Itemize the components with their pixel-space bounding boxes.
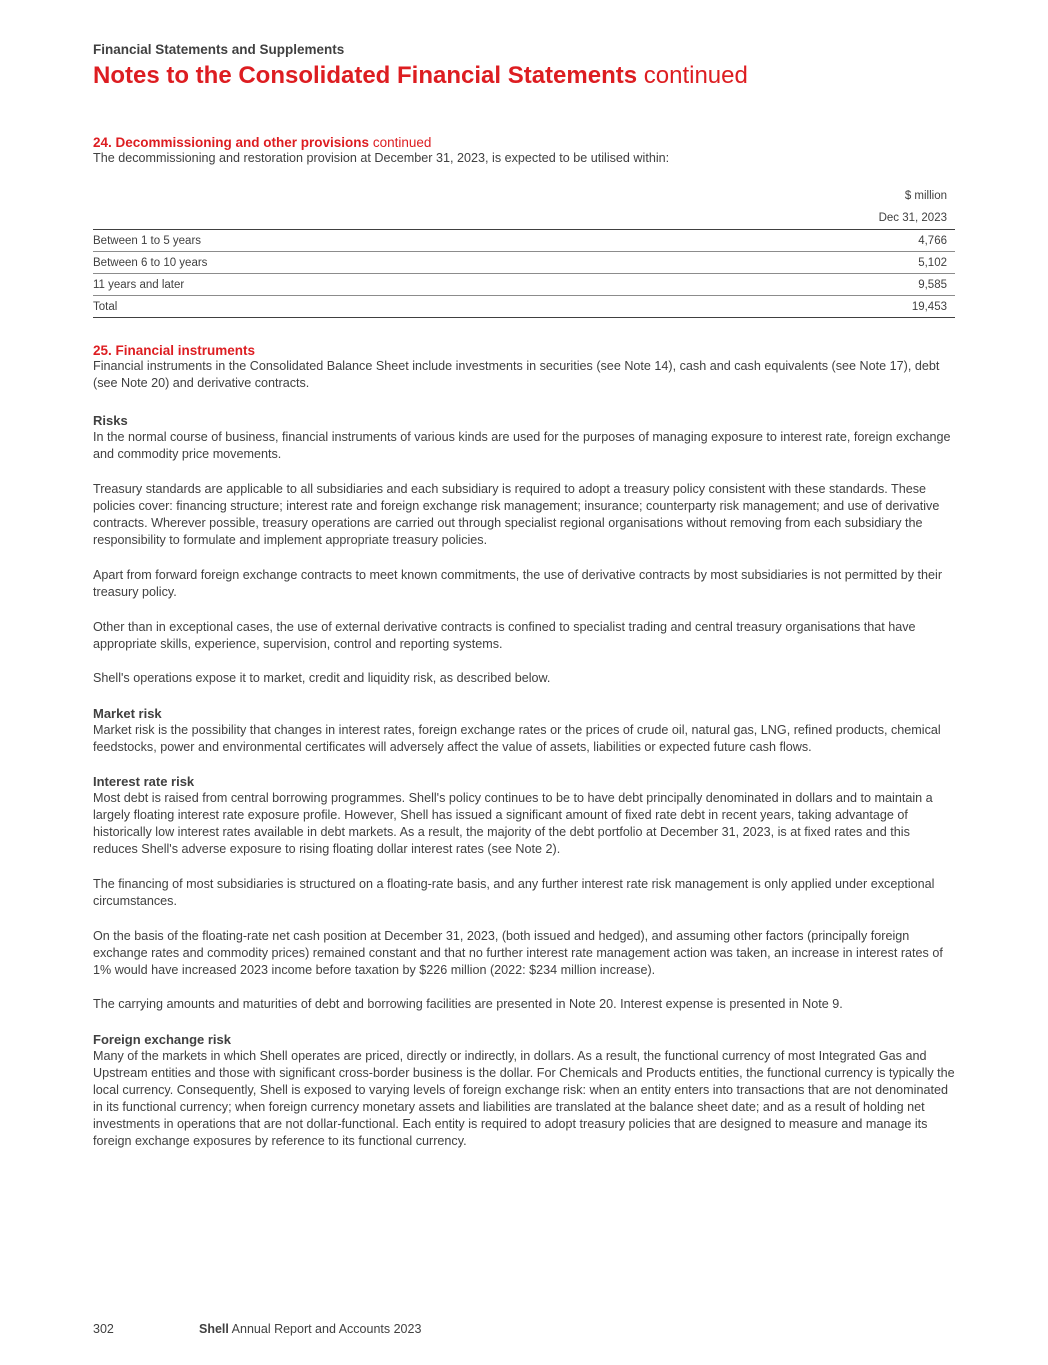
note-24-intro: The decommissioning and restoration provision at December 31, 2023, is expected to be utilised within:	[93, 151, 670, 165]
note-25-heading: 25. Financial instruments	[93, 343, 256, 358]
market-risk-heading: Market risk	[93, 706, 162, 721]
note-24-section	[93, 135, 955, 167]
risks-paragraph-3-wrap	[93, 567, 955, 601]
note-24-heading-text: 24. Decommissioning and other provisions	[93, 135, 370, 150]
provision-table	[93, 185, 955, 318]
footer-report-name: Annual Report and Accounts 2023	[231, 1322, 422, 1336]
page-number: 302	[93, 1322, 114, 1336]
risks-heading: Risks	[93, 413, 128, 428]
note-25-section	[93, 343, 955, 392]
row-label: Between 1 to 5 years	[93, 230, 610, 252]
section-supertitle: Financial Statements and Supplements	[93, 42, 345, 57]
interest-rate-risk-paragraph-3: On the basis of the floating-rate net cash position at December 31, 2023, (both issued and hedged), and assuming other factors (principally foreign exchange rates and commodity prices) remained constant and that no further interest rate management action was taken, an increase in interest rates of 1% would have increased 2023 income before taxation by $226 million (2022: $234 million increase).	[93, 929, 943, 977]
risks-paragraph-4-wrap	[93, 619, 955, 653]
note-24-heading-suffix: continued	[372, 135, 432, 150]
row-label: 11 years and later	[93, 274, 610, 296]
row-label: Between 6 to 10 years	[93, 252, 610, 274]
market-risk-section	[93, 705, 955, 756]
note-24-heading	[93, 135, 955, 150]
table-corner-2	[93, 207, 610, 230]
interest-rate-risk-paragraph-2: The financing of most subsidiaries is structured on a floating-rate basis, and any further interest rate risk management is only applied under exceptional circumstances.	[93, 877, 935, 908]
total-label: Total	[93, 296, 610, 318]
market-risk-paragraph: Market risk is the possibility that changes in interest rates, foreign exchange rates or the prices of crude oil, natural gas, LNG, refined products, chemical feedstocks, power and environmental certificates will adversely affect the value of assets, liabilities or expected future cash flows.	[93, 723, 941, 754]
interest-rate-risk-heading: Interest rate risk	[93, 774, 195, 789]
table-row	[93, 252, 955, 274]
fx-risk-heading: Foreign exchange risk	[93, 1032, 231, 1047]
interest-rate-risk-paragraph-4: The carrying amounts and maturities of debt and borrowing facilities are presented in Note 20. Interest expense is presented in Note 9.	[93, 997, 843, 1011]
page-title-suffix: continued	[643, 62, 748, 89]
row-value: 4,766	[610, 230, 955, 252]
table-column-header: Dec 31, 2023	[878, 212, 947, 224]
risks-paragraph-2-wrap	[93, 481, 955, 549]
interest-rate-risk-paragraph-4-wrap	[93, 996, 955, 1013]
provision-table-wrap	[93, 185, 955, 318]
row-value: 9,585	[610, 274, 955, 296]
page-title	[93, 62, 748, 90]
row-value: 5,102	[610, 252, 955, 274]
footer-report-title	[199, 1322, 421, 1336]
table-corner	[93, 185, 610, 207]
note-25-intro: Financial instruments in the Consolidated Balance Sheet include investments in securities (see Note 14), cash and cash equivalents (see Note 17), debt (see Note 20) and derivative contracts.	[93, 359, 940, 390]
risks-paragraph-5-wrap	[93, 670, 955, 687]
interest-rate-risk-paragraph-3-wrap	[93, 928, 955, 979]
table-unit: $ million	[904, 190, 947, 202]
table-total-row	[93, 296, 955, 318]
interest-rate-risk-section	[93, 773, 955, 858]
footer-brand: Shell	[199, 1322, 229, 1336]
risks-paragraph-5: Shell's operations expose it to market, credit and liquidity risk, as described below.	[93, 671, 551, 685]
interest-rate-risk-paragraph-1: Most debt is raised from central borrowing programmes. Shell's policy continues to be to have debt principally denominated in dollars and to maintain a largely floating interest rate exposure profile. However, Shell has issued a significant amount of fixed rate debt in recent years, taking advantage of historically low interest rates available in debt markets. As a result, the majority of the debt portfolio at December 31, 2023, is at fixed rates and this reduces Shell's adverse exposure to rising floating dollar interest rates (see Note 2).	[93, 791, 933, 856]
table-row	[93, 274, 955, 296]
risks-paragraph-3: Apart from forward foreign exchange contracts to meet known commitments, the use of derivative contracts by most subsidiaries is not permitted by their treasury policy.	[93, 568, 943, 599]
risks-paragraph-1: In the normal course of business, financial instruments of various kinds are used for the purposes of managing exposure to interest rate, foreign exchange and commodity price movements.	[93, 430, 951, 461]
fx-risk-paragraph: Many of the markets in which Shell operates are priced, directly or indirectly, in dollars. As a result, the functional currency of most Integrated Gas and Upstream entities and those with significant cross-border business is the dollar. For Chemicals and Products entities, the functional currency is typically the local currency. Consequently, Shell is exposed to varying levels of foreign exchange risk: when an entity enters into transactions that are not denominated in its functional currency; when foreign currency monetary assets and liabilities are translated at the balance sheet date; and as a result of holding net investments in operations that are not dollar-functional. Each entity is required to adopt treasury policies that are designed to measure and manage its foreign exchange exposures by reference to its functional currency.	[93, 1049, 955, 1148]
fx-risk-section	[93, 1031, 955, 1150]
risks-section	[93, 412, 955, 463]
table-row	[93, 230, 955, 252]
risks-paragraph-4: Other than in exceptional cases, the use of external derivative contracts is confined to specialist trading and central treasury organisations that have appropriate skills, experience, supervision, control and reporting systems.	[93, 620, 916, 651]
risks-paragraph-2: Treasury standards are applicable to all subsidiaries and each subsidiary is required to adopt a treasury policy consistent with these standards. These policies cover: financing structure; interest rate and foreign exchange risk management; insurance; counterparty risk management; and use of derivative contracts. Wherever possible, treasury operations are carried out through specialist regional organisations without removing from each subsidiary the responsibility to formulate and implement appropriate treasury policies.	[93, 482, 940, 547]
interest-rate-risk-paragraph-2-wrap	[93, 876, 955, 910]
total-value: 19,453	[610, 296, 955, 318]
page-title-text: Notes to the Consolidated Financial Statements	[93, 62, 638, 89]
